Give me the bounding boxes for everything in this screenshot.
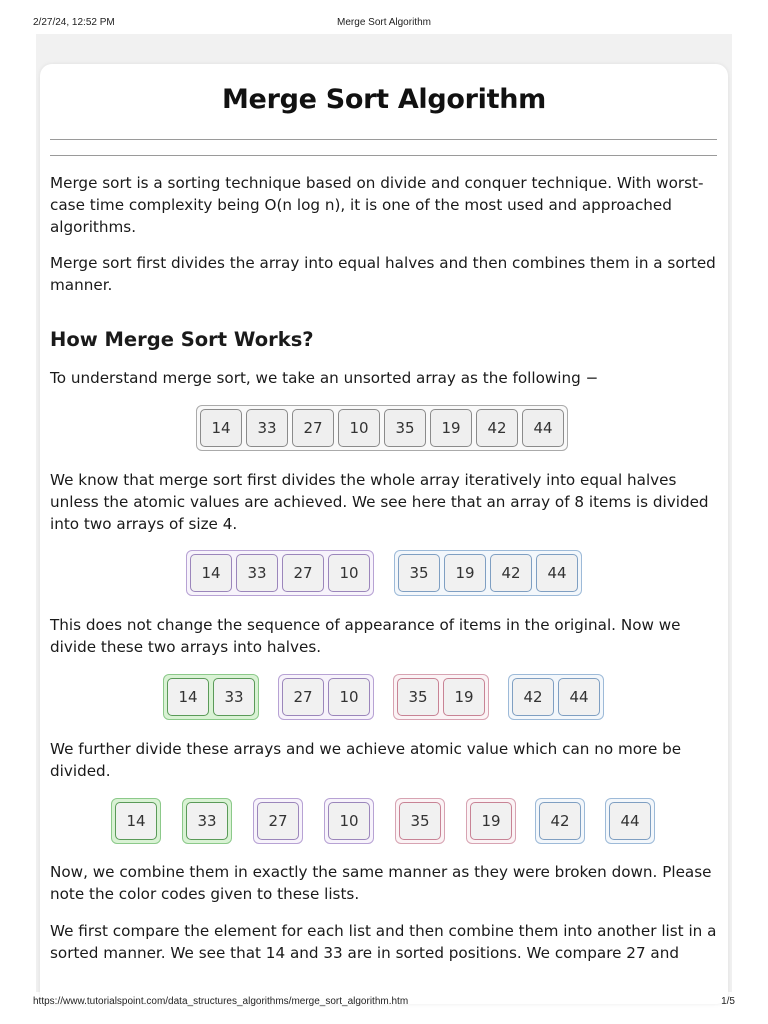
array-cell: 10 [328,554,370,592]
array-cell: 14 [200,409,242,447]
intro-paragraph-1: Merge sort is a sorting technique based on divide and conquer technique. With worst-case time complexity being O(n log n), it is one of the most used and approached algorithms. [50,174,704,236]
atomic-array-1 [111,798,161,844]
array-cell: 33 [236,554,278,592]
array-cell: 35 [397,678,439,716]
array-cell: 35 [398,554,440,592]
print-url: https://www.tutorialspoint.com/data_structures_algorithms/merge_sort_algorithm.htm [33,996,409,1007]
half-array-right [394,550,582,596]
array-cell: 42 [476,409,518,447]
print-page-number: 1/5 [721,996,735,1007]
array-cell: 44 [609,802,651,840]
print-footer [0,994,768,1014]
array-cell: 19 [444,554,486,592]
array-cell: 33 [186,802,228,840]
array-cell: 35 [399,802,441,840]
atomic-array-6 [466,798,516,844]
intro-paragraph-2: Merge sort first divides the array into equal halves and then combines them in a sorted manner. [50,254,716,294]
compare-paragraph: We first compare the element for each list and then combine them into another list in a sorted manner. We see that 14 and 33 are in sorted positions. We compare 27 and [50,922,717,962]
print-datetime: 2/27/24, 12:52 PM [33,17,115,28]
array-cell: 10 [338,409,380,447]
quarter-array-1 [163,674,259,720]
array-cell: 14 [115,802,157,840]
page-title: Merge Sort Algorithm [221,84,546,115]
atomic-array-5 [395,798,445,844]
atomic-array-7 [535,798,585,844]
half-array-left [186,550,374,596]
array-cell: 10 [328,802,370,840]
title-divider-bottom [50,155,717,156]
print-title: Merge Sort Algorithm [337,17,431,28]
array-cell: 27 [257,802,299,840]
section-heading: How Merge Sort Works? [50,328,314,351]
array-cell: 42 [539,802,581,840]
array-cell: 19 [443,678,485,716]
array-cell: 35 [384,409,426,447]
quarter-array-4 [508,674,604,720]
array-cell: 33 [213,678,255,716]
quarter-array-3 [393,674,489,720]
array-cell: 33 [246,409,288,447]
atomic-array-8 [605,798,655,844]
array-cell: 27 [282,554,324,592]
atomic-array-4 [324,798,374,844]
array-cell: 19 [470,802,512,840]
array-cell: 44 [536,554,578,592]
array-cell: 42 [490,554,532,592]
atomic-paragraph: We further divide these arrays and we achieve atomic value which can no more be divided. [50,740,682,780]
array-cell: 14 [190,554,232,592]
no-change-paragraph: This does not change the sequence of appearance of items in the original. Now we divide these two arrays into halves. [50,616,681,656]
array-cell: 19 [430,409,472,447]
array-cell: 27 [282,678,324,716]
array-cell: 27 [292,409,334,447]
print-header [0,0,768,34]
array-cell: 14 [167,678,209,716]
quarter-array-2 [278,674,374,720]
atomic-array-3 [253,798,303,844]
divide-halves-paragraph: We know that merge sort first divides the whole array iteratively into equal halves unless the atomic values are achieved. We see here that an array of 8 items is divided into two arrays of size 4. [50,471,709,533]
title-divider-top [50,139,717,140]
array-cell: 44 [558,678,600,716]
array-cell: 44 [522,409,564,447]
atomic-array-2 [182,798,232,844]
original-array [196,405,568,451]
array-cell: 10 [328,678,370,716]
understand-paragraph: To understand merge sort, we take an unsorted array as the following − [50,369,599,387]
array-cell: 42 [512,678,554,716]
combine-paragraph: Now, we combine them in exactly the same manner as they were broken down. Please note the color codes given to these lists. [50,863,712,903]
